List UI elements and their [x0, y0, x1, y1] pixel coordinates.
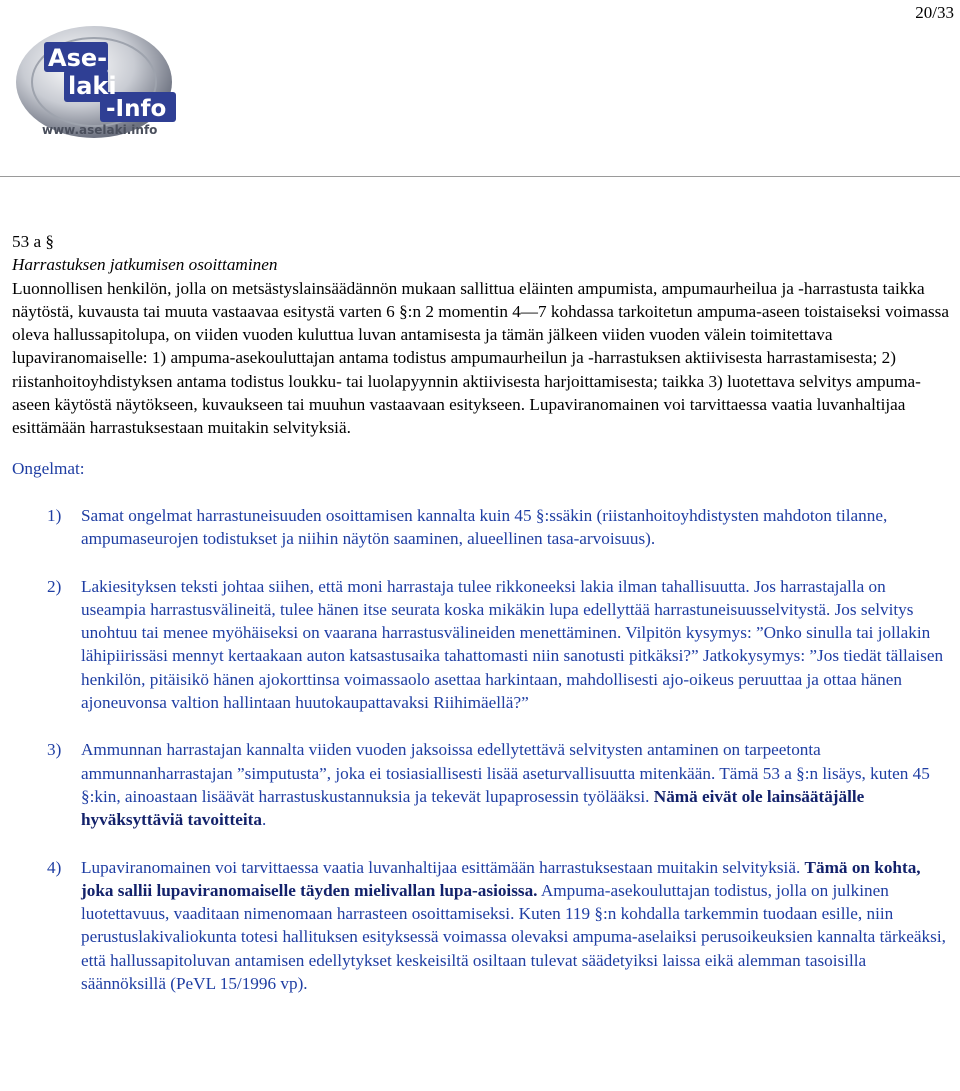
issue-text: Ammunnan harrastajan kannalta viiden vuoden jaksoissa edellytettävä selvitysten antaminen on tarpeetonta ammunnanharrastajan ”simputusta”, joka ei tosiasiallisesti lisää aseturvallisuutta mitenkään. Tämä 53 a §:n lisäys, kuten 45 §:kin, ainoastaan lisäävät harrastuskustannuksia ja tekevät lupaprosessin työlääksi.	[81, 740, 930, 806]
issue-item	[12, 856, 952, 996]
svg-text:Ase-: Ase-	[48, 44, 108, 72]
issues-list	[12, 504, 952, 995]
problems-heading: Ongelmat:	[12, 458, 85, 478]
issue-number: 2)	[47, 576, 62, 596]
issue-item	[12, 575, 952, 715]
issue-item	[12, 738, 952, 831]
issue-item	[12, 504, 952, 551]
svg-text:laki: laki	[68, 72, 117, 100]
section-number: 53 a §	[12, 232, 55, 251]
issue-number: 1)	[47, 505, 62, 525]
page-number: 20/33	[915, 3, 954, 22]
issue-text: Samat ongelmat harrastuneisuuden osoittamisen kannalta kuin 45 §:ssäkin (riistanhoitoyhdistysten mahdoton tilanne, ampumaseurojen todistukset ja niihin näytön saaminen, alueellinen tasa-arvoisuus).	[81, 505, 888, 549]
issue-text: Lupaviranomainen voi tarvittaessa vaatia luvanhaltijaa esittämään harrastuksestaan muitakin selvityksiä.	[81, 857, 801, 877]
section-body: Luonnollisen henkilön, jolla on metsästyslainsäädännön mukaan sallittua eläinten ampumista, ampumaurheilua ja -harrastusta taikka näytöstä, kuvausta tai muuta vastaavaa esitystä varten 6 §:n 2 momentin 4—7 kohdassa tarkoitetun ampuma-aseen toistaiseksi voimassa oleva hallussapitolupa, on viiden vuoden kuluttua luvan antamisesta ja tämän jälkeen viiden vuoden välein toimitettava lupaviranomaiselle: 1) ampuma-asekouluttajan antama todistus ampumaurheilun ja -harrastuksen aktiivisesta harrastamisesta; 2) riistanhoitoyhdistyksen antama todistus loukku- tai luolapyynnin aktiivisesta harjoittamisesta; taikka 3) luotettava selvitys ampuma-aseen käytöstä näytökseen, kuvaukseen tai muuhun vastaavaan esitykseen. Lupaviranomainen voi tarvittaessa vaatia luvanhaltijaa esittämään harrastuksestaan muitakin selvityksiä.	[12, 278, 949, 438]
issue-number: 3)	[47, 740, 62, 760]
document-body	[12, 230, 952, 1019]
section-heading: Harrastuksen jatkumisen osoittaminen	[12, 255, 278, 275]
issue-tail: Ampuma-asekouluttajan todistus, jolla on julkinen luotettavuus, vaaditaan nimenomaan harrasteen osoittamiseksi. Kuten 119 §:n kohdalla tarkemmin tuodaan esille, niin perustuslakivaliokunta totesi hallituksen esityksessä voimassa olevaksi ampuma-aselaiksi perusoikeuksien kannalta tärkeäksi, että hallussapitoluvan antamisen edellytykset keskeisiltä osiltaan tulevat säädetyiksi laissa eikä alemman tasoisilla säännöksillä (PeVL 15/1996 vp).	[81, 880, 946, 994]
svg-text:-Info: -Info	[106, 96, 167, 122]
issue-tail: .	[261, 810, 267, 830]
aselaki-logo	[14, 22, 186, 144]
issue-number: 4)	[47, 857, 62, 877]
issue-emphasis: Nämä eivät ole lainsäätäjälle hyväksyttäviä tavoitteita	[81, 786, 865, 830]
issue-emphasis: Tämä on kohta, joka sallii lupaviranomaiselle täyden mielivallan lupa-asioissa.	[81, 857, 921, 900]
svg-text:www.aselaki.info: www.aselaki.info	[42, 123, 158, 137]
header-divider	[0, 176, 960, 177]
issue-text: Lakiesityksen teksti johtaa siihen, että moni harrastaja tulee rikkoneeksi lakia ilman tahallisuutta. Jos harrastajalla on useampia harrastusvälineitä, tulee hänen itse seurata koska mikäkin lupa edellyttää harrastuneisuusselvitystä. Jos selvitys unohtuu tai menee myöhäiseksi on vaarana harrastusvälineiden menettäminen. Vilpitön kysymys: ”Onko sinulla tai jollakin lähipiirissäsi mennyt kertaakaan auton katsastusaika tahattomasti niin sanotusti pitkäksi?” Jatkokysymys: ”Jos tiedät tällaisen henkilön, pitäisikö hänen ajokorttinsa voimassaolo asettaa harkintaan, mahdollisesti ajo-oikeus peruuttaa ja ottaa hänen ajoneuvonsa valtion hallintaan huutokaupattavaksi Riihimäellä?”	[81, 576, 944, 713]
